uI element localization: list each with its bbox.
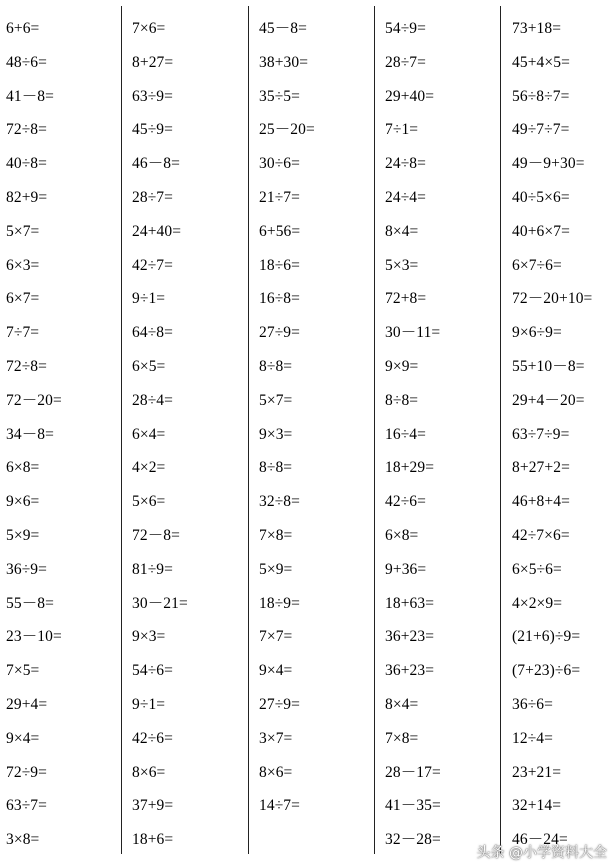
math-problem: 7×5= [6,662,40,680]
math-problem: 8+27= [132,53,174,71]
math-problem: 9×6÷9= [512,324,562,342]
math-problem: 72+8= [385,290,427,308]
math-problem: 56÷8÷7= [512,87,570,105]
math-problem: 72÷8= [6,357,47,375]
math-problem: 28÷4= [132,391,173,409]
math-problem: (7+23)÷6= [512,662,581,680]
math-problem: 54÷6= [132,662,173,680]
math-problem: 38+30= [259,53,309,71]
math-problem: 30－11= [385,324,441,342]
math-problem: 72÷8= [6,121,47,139]
math-problem: 14÷7= [259,797,300,815]
math-problem: 18+29= [385,459,435,477]
math-problem: 40÷8= [6,155,47,173]
math-problem: 30－21= [132,594,188,612]
math-problem: 16÷4= [385,425,426,443]
math-problem: 46－8= [132,155,180,173]
math-problem: 37+9= [132,797,174,815]
math-problem: 40÷5×6= [512,188,570,206]
math-problem: 41－8= [6,87,54,105]
math-problem: 18+6= [132,831,174,849]
math-problem: 82+9= [6,188,48,206]
math-problem: 3×8= [6,831,40,849]
problem-column-5 [512,12,613,857]
math-problem: 21÷7= [259,188,300,206]
math-problem: 35÷5= [259,87,300,105]
math-problem: 8÷8= [385,391,419,409]
math-problem: 18÷9= [259,594,300,612]
watermark-text: 头条 @小学资料大全 [476,845,607,861]
math-problem: 41－35= [385,797,441,815]
math-problem: 32－28= [385,831,441,849]
math-problem: 42÷7= [132,256,173,274]
math-problem: 42÷6= [132,729,173,747]
math-problem: 7÷1= [385,121,419,139]
math-problem: 29+4－20= [512,391,585,409]
math-problem: 5×9= [259,560,293,578]
math-problem: 9÷1= [132,290,166,308]
math-problem: 72－8= [132,526,180,544]
math-problem: 3×7= [259,729,293,747]
math-problem: 6×8= [6,459,40,477]
math-problem: 9÷1= [132,695,166,713]
math-problem: 28－17= [385,763,441,781]
math-problem: 63÷9= [132,87,173,105]
math-problem: 4×2×9= [512,594,563,612]
math-problem: 48÷6= [6,53,47,71]
math-problem: 18+63= [385,594,435,612]
math-problem: 42÷6= [385,493,426,511]
math-problem: 9+36= [385,560,427,578]
math-problem: 12÷4= [512,729,553,747]
math-problem: 23－10= [6,628,62,646]
math-problem: 6+6= [6,20,40,37]
math-problem: 5×3= [385,256,419,274]
math-problem: 55－8= [6,594,54,612]
math-problem: 9×3= [259,425,293,443]
problem-column-4 [385,12,505,857]
math-problem: 24÷4= [385,188,426,206]
math-problem: 7×7= [259,628,293,646]
math-problem: 63÷7÷9= [512,425,570,443]
math-problem: 36÷9= [6,560,47,578]
math-problem: 7×6= [132,20,166,37]
math-problem: 6+56= [259,222,301,240]
math-problem: 8×6= [132,763,166,781]
math-problem: 9×4= [259,662,293,680]
math-problem: 7÷7= [6,324,40,342]
math-problem: 5×7= [259,391,293,409]
math-problem: 36+23= [385,662,435,680]
math-problem: 8×6= [259,763,293,781]
math-problem: 29+4= [6,695,48,713]
math-problem: 46－24= [512,831,568,849]
math-problem: 32÷8= [259,493,300,511]
math-problem: 72－20+10= [512,290,593,308]
math-problem: 34－8= [6,425,54,443]
math-problem: 32+14= [512,797,562,815]
math-problem: 28÷7= [385,53,426,71]
math-problem: 45－8= [259,20,307,37]
problem-column-1 [6,12,126,857]
math-problem: 24+40= [132,222,182,240]
math-problem: 6×4= [132,425,166,443]
math-problem: 55+10－8= [512,357,585,375]
math-problem: 9×3= [132,628,166,646]
math-problem: 28÷7= [132,188,173,206]
math-problem: 5×7= [6,222,40,240]
math-problem: 6×3= [6,256,40,274]
math-problem: 29+40= [385,87,435,105]
math-problem: 6×7= [6,290,40,308]
math-problem: 73+18= [512,20,562,37]
math-problem: 27÷9= [259,695,300,713]
math-problem: 63÷7= [6,797,47,815]
math-problem: 9×6= [6,493,40,511]
math-problem: 72－20= [6,391,62,409]
math-problem: 8×4= [385,695,419,713]
math-problem: 8÷8= [259,459,293,477]
math-problem: 54÷9= [385,20,426,37]
math-problem: 5×9= [6,526,40,544]
math-problem: 46+8+4= [512,493,570,511]
math-problem: 6×5= [132,357,166,375]
math-problem: 23+21= [512,763,562,781]
math-problem: 42÷7×6= [512,526,570,544]
math-problem: 8+27+2= [512,459,570,477]
math-problem: 24÷8= [385,155,426,173]
math-problem: 7×8= [259,526,293,544]
math-problem: 81÷9= [132,560,173,578]
math-problem: 49－9+30= [512,155,585,173]
math-problem: 30÷6= [259,155,300,173]
problem-column-2 [132,12,252,857]
math-problem: 18÷6= [259,256,300,274]
math-problem: 6×5÷6= [512,560,562,578]
math-problem: 6×7÷6= [512,256,562,274]
math-problem: 25－20= [259,121,315,139]
math-problem: (21+6)÷9= [512,628,581,646]
problem-column-3 [259,12,379,823]
math-problem: 36÷6= [512,695,553,713]
math-problem: 7×8= [385,729,419,747]
math-problem: 6×8= [385,526,419,544]
math-problem: 64÷8= [132,324,173,342]
math-problem: 5×6= [132,493,166,511]
math-problem: 4×2= [132,459,166,477]
math-problem: 72÷9= [6,763,47,781]
math-problem: 45+4×5= [512,53,570,71]
math-problem: 16÷8= [259,290,300,308]
math-problem: 9×9= [385,357,419,375]
math-problem: 27÷9= [259,324,300,342]
math-problem: 36+23= [385,628,435,646]
math-problem: 9×4= [6,729,40,747]
math-problem: 45÷9= [132,121,173,139]
math-problem: 49÷7÷7= [512,121,570,139]
math-problem: 8÷8= [259,357,293,375]
math-problem: 40+6×7= [512,222,570,240]
math-problem: 8×4= [385,222,419,240]
